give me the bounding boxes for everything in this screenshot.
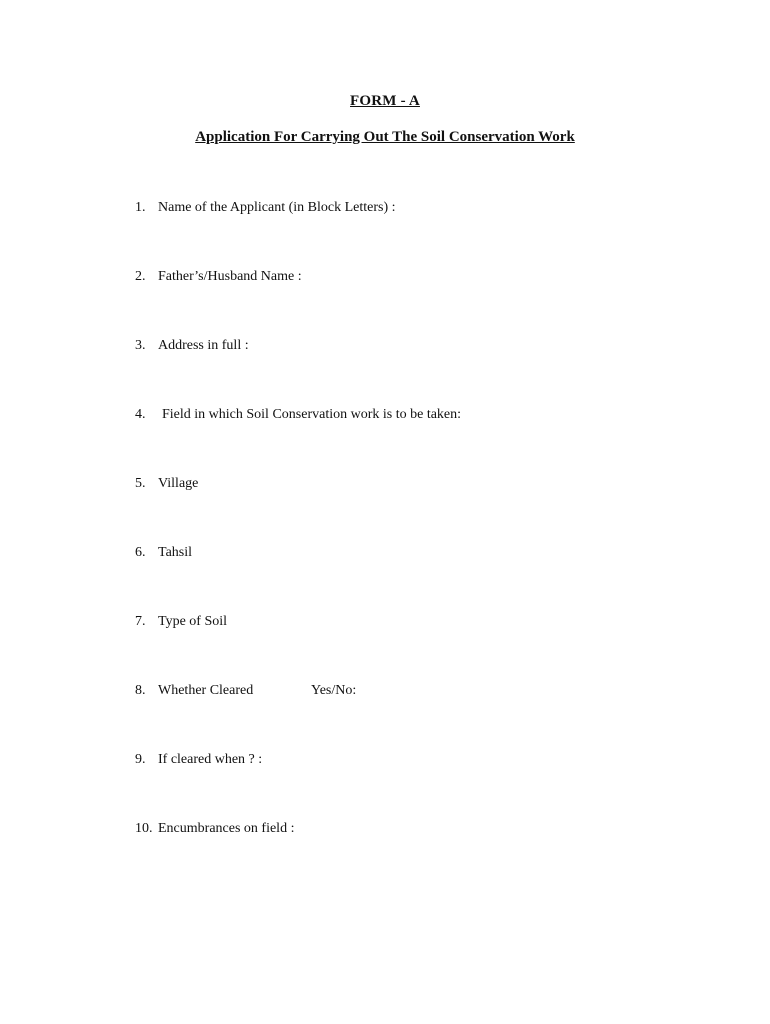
field-label: Father’s/Husband Name : (158, 269, 302, 284)
field-number: 3. (135, 338, 146, 353)
field-encumbrances (135, 820, 695, 889)
field-number: 1. (135, 200, 146, 215)
field-label: Whether Cleared (158, 683, 254, 698)
form-fields (135, 199, 695, 889)
field-tahsil (135, 544, 695, 613)
field-number: 6. (135, 545, 146, 560)
field-label: Tahsil (158, 545, 193, 560)
form-subtitle: Application For Carrying Out The Soil Conservation Work (195, 129, 575, 145)
field-if-cleared-when (135, 751, 695, 820)
field-address (135, 337, 695, 406)
field-number: 8. (135, 683, 146, 698)
field-label: Address in full : (158, 338, 249, 353)
field-father-husband-name (135, 268, 695, 337)
field-label: Name of the Applicant (in Block Letters) : (158, 200, 396, 215)
field-number: 2. (135, 269, 146, 284)
field-label: Village (158, 476, 199, 491)
field-number: 7. (135, 614, 146, 629)
field-label: Type of Soil (158, 614, 228, 629)
field-number: 4. (135, 407, 146, 422)
field-applicant-name (135, 199, 695, 268)
field-number: 10. (135, 821, 153, 836)
field-whether-cleared (135, 682, 695, 751)
field-type-of-soil (135, 613, 695, 682)
field-label: Encumbrances on field : (158, 821, 295, 836)
yes-no-label: Yes/No: (311, 683, 357, 698)
form-title: FORM - A (350, 93, 420, 109)
field-village (135, 475, 695, 544)
field-label: If cleared when ? : (158, 752, 263, 767)
field-label: Field in which Soil Conservation work is to be taken: (162, 407, 462, 422)
field-number: 9. (135, 752, 146, 767)
field-soil-conservation-field (135, 406, 695, 475)
field-number: 5. (135, 476, 146, 491)
